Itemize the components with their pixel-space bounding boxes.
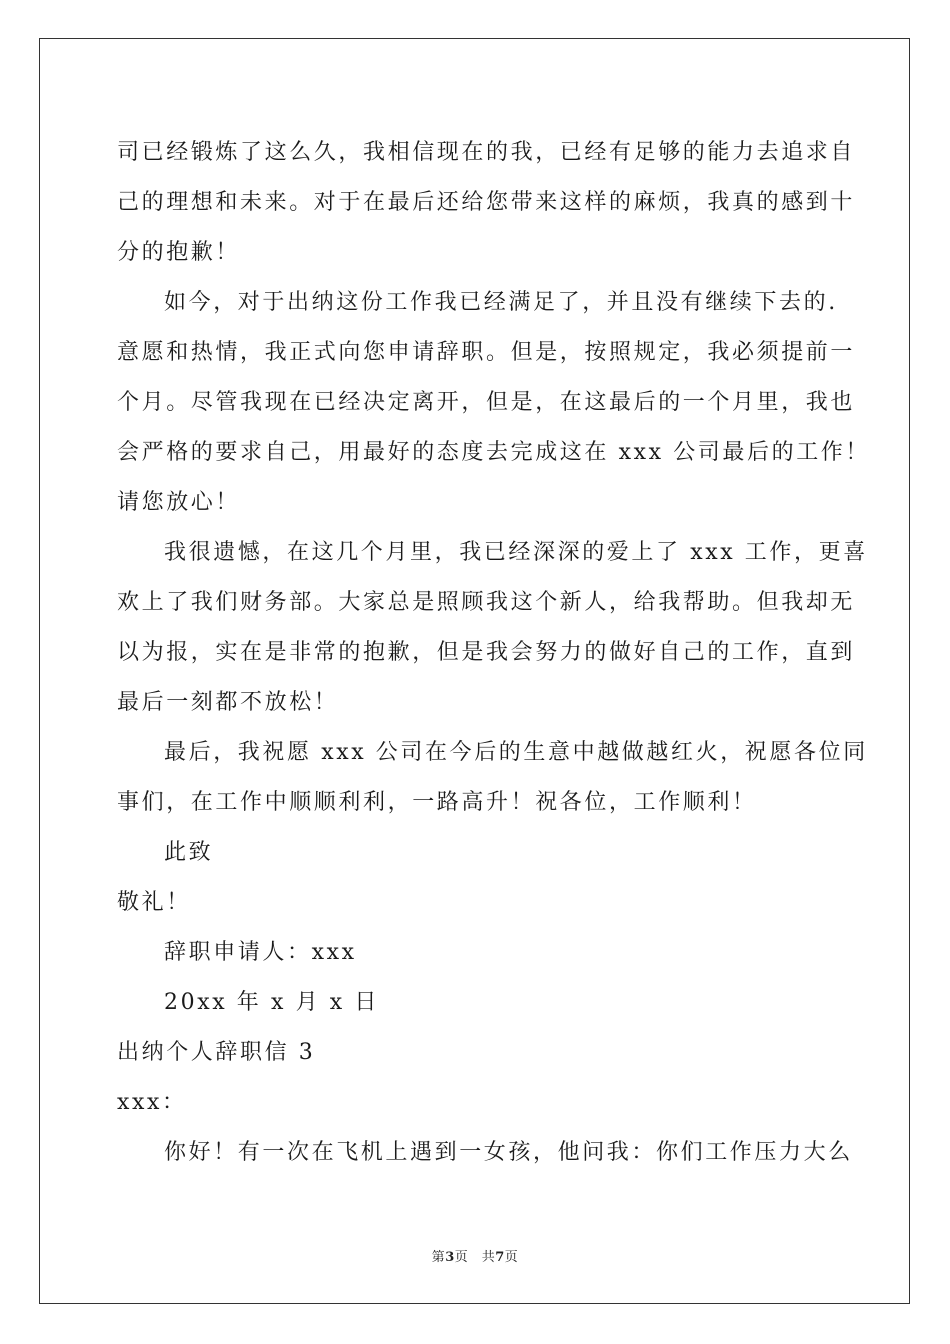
document-body xyxy=(117,128,871,1178)
paragraph-line: 欢上了我们财务部。大家总是照顾我这个新人，给我帮助。但我却无 xyxy=(117,590,856,615)
addressee-line: xxx： xyxy=(117,1090,187,1115)
paragraph-line: 你好！有一次在飞机上遇到一女孩，他问我：你们工作压力大么 xyxy=(164,1140,853,1165)
current-page-number: 3 xyxy=(445,1250,455,1265)
signature-line: 辞职申请人：xxx xyxy=(164,940,357,965)
section-title: 出纳个人辞职信 3 xyxy=(117,1040,316,1065)
paragraph-line: 最后，我祝愿 xxx 公司在今后的生意中越做越红火，祝愿各位同 xyxy=(164,740,868,765)
footer-prefix: 第 xyxy=(431,1250,446,1265)
page-footer xyxy=(0,1246,950,1265)
paragraph-line: 己的理想和未来。对于在最后还给您带来这样的麻烦，我真的感到十 xyxy=(117,190,856,215)
paragraph-line: 司已经锻炼了这么久，我相信现在的我，已经有足够的能力去追求自 xyxy=(117,140,856,165)
paragraph-line: 请您放心！ xyxy=(117,490,241,515)
paragraph-line: 事们，在工作中顺顺利利，一路高升！祝各位，工作顺利！ xyxy=(117,790,757,815)
paragraph-line: 以为报，实在是非常的抱歉，但是我会努力的做好自己的工作，直到 xyxy=(117,640,856,665)
paragraph-line: 会严格的要求自己，用最好的态度去完成这在 xxx 公司最后的工作！ xyxy=(117,440,871,465)
paragraph-line: 个月。尽管我现在已经决定离开，但是，在这最后的一个月里，我也 xyxy=(117,390,856,415)
footer-middle: 页 共 xyxy=(454,1250,496,1265)
date-line: 20xx 年 x 月 x 日 xyxy=(164,990,379,1015)
closing-line: 此致 xyxy=(164,840,214,865)
paragraph-line: 分的抱歉！ xyxy=(117,240,241,265)
salutation-line: 敬礼！ xyxy=(117,890,191,915)
paragraph-line: 我很遗憾，在这几个月里，我已经深深的爱上了 xxx 工作，更喜 xyxy=(164,540,868,565)
paragraph-line: 意愿和热情，我正式向您申请辞职。但是，按照规定，我必须提前一 xyxy=(117,340,856,365)
paragraph-line: 最后一刻都不放松！ xyxy=(117,690,339,715)
paragraph-line: 如今，对于出纳这份工作我已经满足了，并且没有继续下去的. xyxy=(164,290,838,315)
footer-suffix: 页 xyxy=(504,1250,519,1265)
total-page-count: 7 xyxy=(495,1250,505,1265)
